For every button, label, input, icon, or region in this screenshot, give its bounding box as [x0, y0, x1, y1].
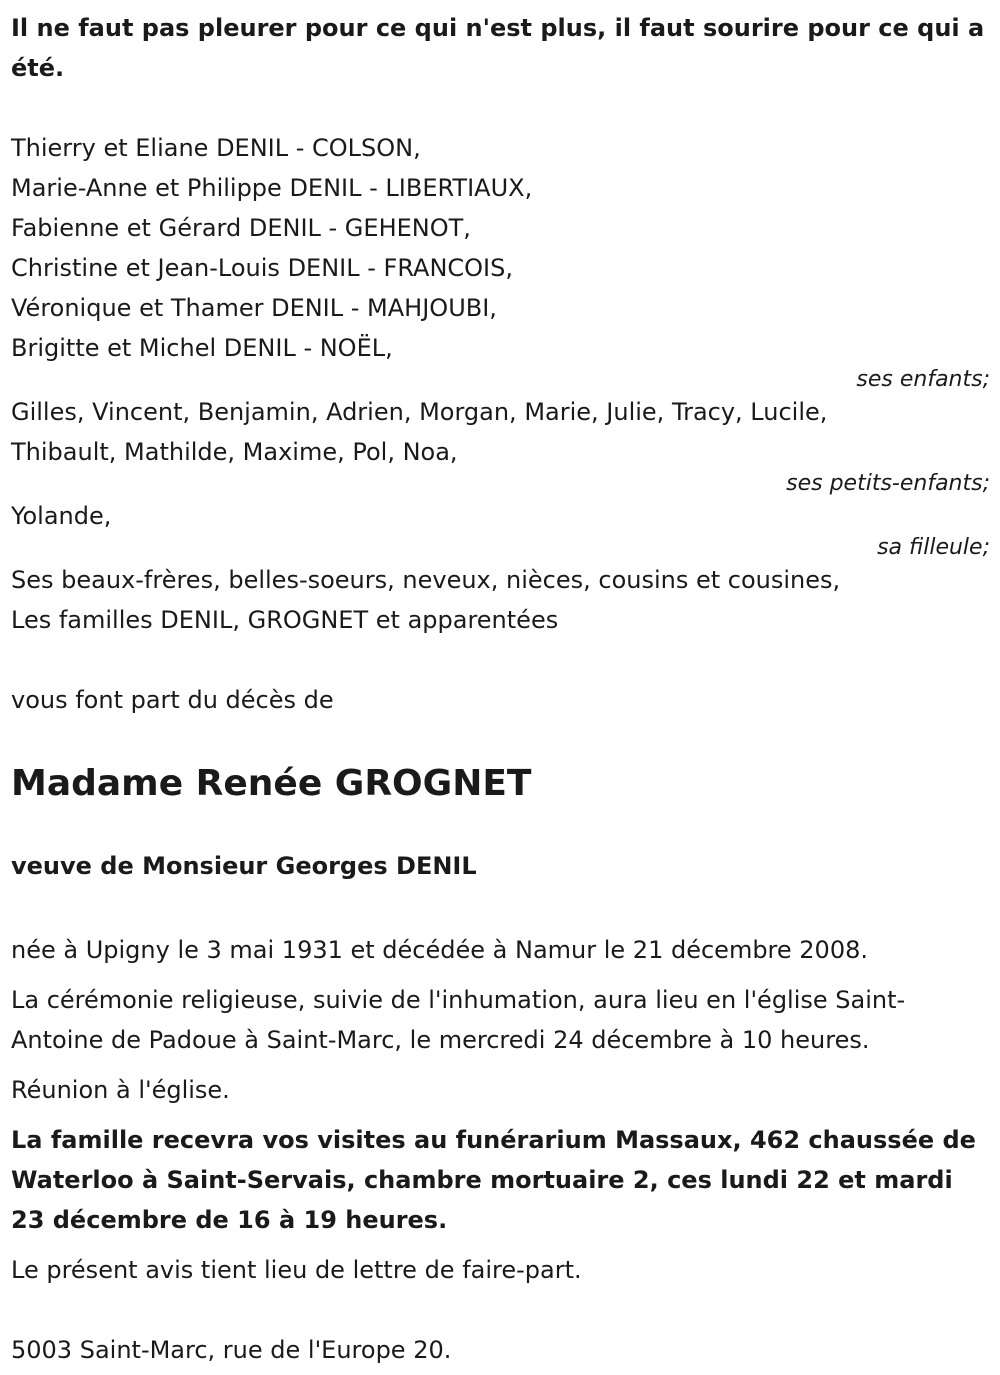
relatives-list — [11, 560, 990, 640]
child-line: Christine et Jean-Louis DENIL - FRANCOIS, — [11, 254, 513, 282]
relatives-line: Les familles DENIL, GROGNET et apparentées — [11, 606, 559, 634]
spacer — [11, 88, 990, 128]
birth-death-line: née à Upigny le 3 mai 1931 et décédée à Namur le 21 décembre 2008. — [11, 936, 868, 964]
address-line: 5003 Saint-Marc, rue de l'Europe 20. — [11, 1336, 452, 1364]
children-role: ses enfants; — [856, 367, 990, 392]
notice-line: Le présent avis tient lieu de lettre de faire-part. — [11, 1256, 582, 1284]
grandchildren-role: ses petits-enfants; — [786, 471, 990, 496]
child-line: Fabienne et Gérard DENIL - GEHENOT, — [11, 214, 471, 242]
child-line: Brigitte et Michel DENIL - NOËL, — [11, 334, 393, 362]
ceremony-paragraph: La cérémonie religieuse, suivie de l'inhumation, aura lieu en l'église Saint-Antoine de Padoue à Saint-Marc, le mercredi 24 décembre à 10 heures. — [11, 986, 906, 1054]
child-line: Véronique et Thamer DENIL - MAHJOUBI, — [11, 294, 497, 322]
spacer — [11, 640, 990, 680]
meeting-line: Réunion à l'église. — [11, 1076, 230, 1104]
announcement-line: vous font part du décès de — [11, 686, 334, 714]
relatives-line: Ses beaux-frères, belles-soeurs, neveux, nièces, cousins et cousines, — [11, 566, 841, 594]
goddaughter-role: sa filleule; — [877, 535, 990, 560]
grandchildren-list — [11, 392, 990, 472]
widow-of-line: veuve de Monsieur Georges DENIL — [11, 852, 477, 880]
visits-paragraph: La famille recevra vos visites au funérarium Massaux, 462 chaussée de Waterloo à Saint-Servais, chambre mortuaire 2, ces lundi 22 et mardi 23 décembre de 16 à 19 heures. — [11, 1126, 976, 1234]
grandchildren-line: Gilles, Vincent, Benjamin, Adrien, Morgan, Marie, Julie, Tracy, Lucile, — [11, 398, 828, 426]
opening-quote: Il ne faut pas pleurer pour ce qui n'est plus, il faut sourire pour ce qui a été. — [11, 14, 985, 82]
children-list — [11, 128, 990, 368]
deceased-name: Madame Renée GROGNET — [11, 763, 532, 804]
grandchildren-line: Thibault, Mathilde, Maxime, Pol, Noa, — [11, 438, 458, 466]
goddaughter-line: Yolande, — [11, 502, 112, 530]
child-line: Thierry et Eliane DENIL - COLSON, — [11, 134, 421, 162]
child-line: Marie-Anne et Philippe DENIL - LIBERTIAUX, — [11, 174, 533, 202]
